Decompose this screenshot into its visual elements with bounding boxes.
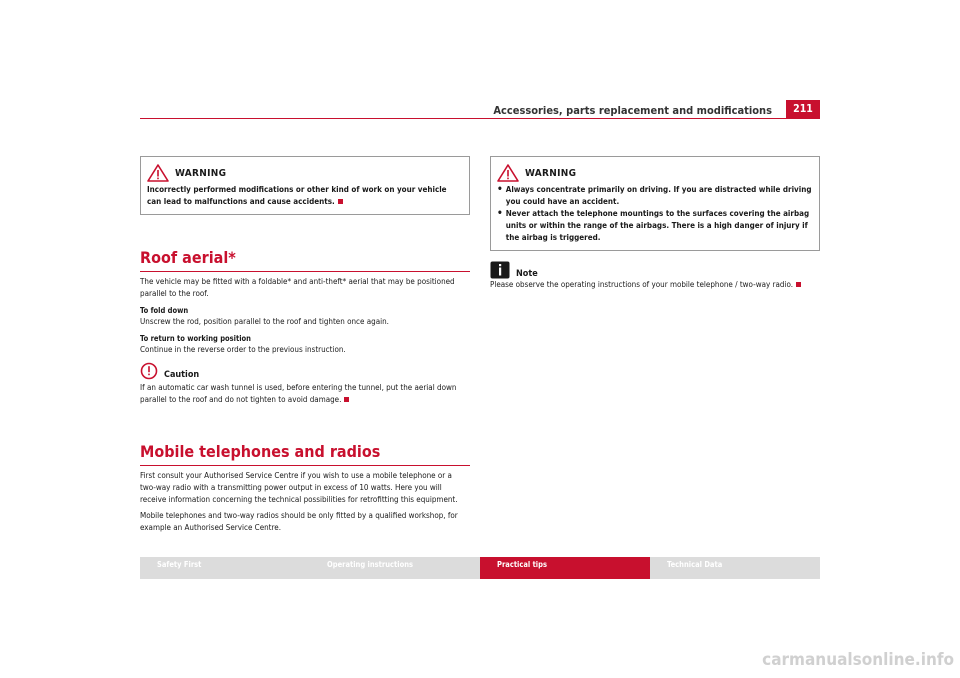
tab-technical-data[interactable]: Technical Data xyxy=(650,557,820,579)
caution-label: Caution xyxy=(164,370,200,380)
header-rule xyxy=(140,118,820,119)
note-label: Note xyxy=(516,269,538,279)
footer-nav xyxy=(140,557,820,579)
warning-label: WARNING xyxy=(525,167,577,179)
end-mark-icon xyxy=(344,397,349,402)
warning-bullet-text: Never attach the telephone mountings to the surfaces covering the airbag units or within the range of the airbags. There is a high danger of injury if the airbag is triggered. xyxy=(505,209,810,242)
page-header xyxy=(140,100,820,120)
warning-box-modifications xyxy=(140,156,470,215)
mobile-paragraph-2: Mobile telephones and two-way radios should be only fitted by a qualified workshop, for example an Authorised Service Centre. xyxy=(140,511,458,532)
chapter-title: Accessories, parts replacement and modifications xyxy=(493,104,772,117)
end-mark-icon xyxy=(338,199,343,204)
page-number: 211 xyxy=(786,100,820,119)
fold-down-text: Unscrew the rod, position parallel to the roof and tighten once again. xyxy=(140,317,389,326)
tab-practical-tips[interactable]: Practical tips xyxy=(480,557,650,579)
mobile-paragraph-1: First consult your Authorised Service Centre if you wish to use a mobile telephone or a two-way radio with a transmitting power output in excess of 10 watts. Here you will receive information concerning the technical possibilities for retrofitting this equipment. xyxy=(140,471,458,504)
tab-safety-first[interactable]: Safety First xyxy=(140,557,310,579)
warning-bullet-text: Always concentrate primarily on driving. If you are distracted while driving you could have an accident. xyxy=(505,185,812,206)
end-mark-icon xyxy=(796,282,801,287)
warning-triangle-icon xyxy=(497,164,519,182)
warning-triangle-icon xyxy=(147,164,169,182)
warning-box-telephone xyxy=(490,156,820,251)
section-heading-mobile-telephones: Mobile telephones and radios xyxy=(140,442,470,466)
subheading-working-position: To return to working position xyxy=(140,334,251,343)
note-text: Please observe the operating instructions of your mobile telephone / two-way radio. xyxy=(490,280,794,289)
roof-intro: The vehicle may be fitted with a foldable* and anti-theft* aerial that may be positioned parallel to the roof. xyxy=(140,277,455,298)
caution-exclamation-icon xyxy=(140,362,158,380)
warning-bullet xyxy=(497,208,813,244)
warning-bullet xyxy=(497,184,813,208)
watermark: carmanualsonline.info xyxy=(762,650,954,670)
section-heading-roof-aerial: Roof aerial* xyxy=(140,248,470,272)
right-column xyxy=(490,156,820,291)
tab-operating-instructions[interactable]: Operating instructions xyxy=(310,557,480,579)
working-position-text: Continue in the reverse order to the previous instruction. xyxy=(140,345,346,354)
warning-label: WARNING xyxy=(175,167,227,179)
note-callout xyxy=(490,261,820,279)
left-column xyxy=(140,156,470,534)
warning-text: Incorrectly performed modifications or other kind of work on your vehicle can lead to malfunctions and cause accidents. xyxy=(147,185,447,206)
bullet-icon: • xyxy=(497,208,503,219)
caution-callout xyxy=(140,362,470,380)
caution-text: If an automatic car wash tunnel is used, before entering the tunnel, put the aerial down parallel to the roof and do not tighten to avoid damage. xyxy=(140,383,457,404)
subheading-fold-down: To fold down xyxy=(140,306,189,315)
bullet-icon: • xyxy=(497,184,503,195)
info-note-icon xyxy=(490,261,510,279)
